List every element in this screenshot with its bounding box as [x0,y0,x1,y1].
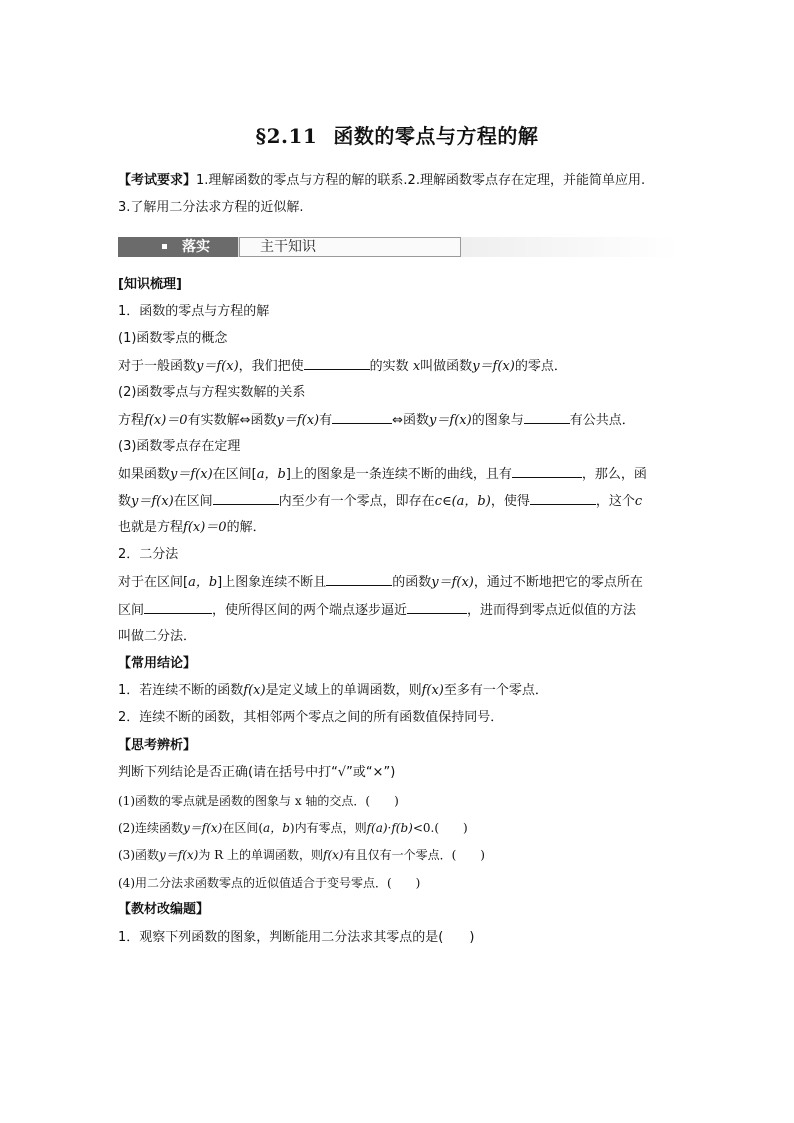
section-banner [118,237,678,257]
knowledge-sub-3: (3)函数零点存在定理 [118,439,241,454]
knowledge-heading-1: 1．函数的零点与方程的解 [118,304,270,319]
exam-tag: 【考试要求】 [118,173,197,188]
page-title [0,120,794,149]
knowledge-line-1: 对于一般函数y＝f(x)，我们把使 的实数 x叫做函数y＝f(x)的零点． [118,359,567,374]
fill-blank[interactable] [332,411,392,424]
knowledge-line-4: 数y＝f(x)在区间 内至少有一个零点，即存在c∈(a，b)，使得 ，这个c [118,494,643,509]
think-tag: 【思考辨析】 [118,738,197,753]
think-intro: 判断下列结论是否正确(请在括号中打“√”或“×”) [118,765,396,780]
exam-text-1: 1.理解函数的零点与方程的解的联系.2.理解函数零点存在定理，并能简单应用. [196,173,646,188]
fill-blank[interactable] [524,411,570,424]
fill-blank[interactable] [530,492,596,505]
knowledge-line-6: 对于在区间[a，b]上图象连续不断且 的函数y＝f(x)，通过不断地把它的零点所在 [118,575,643,590]
section-number: §2.11 [255,124,318,148]
think-q3: (3)函数y＝f(x)为 R 上的单调函数，则f(x)有且仅有一个零点．( ) [118,848,485,862]
banner-label-left: 落实 [182,239,210,255]
banner-label-right: 主干知识 [260,239,316,255]
knowledge-sub-1: (1)函数零点的概念 [118,331,228,346]
exam-requirements-line1 [118,172,678,190]
knowledge-line-7: 区间 ，使所得区间的两个端点逐步逼近 ，进而得到零点近似值的方法 [118,603,637,618]
bullet-icon [162,244,167,249]
textbook-tag: 【教材改编题】 [118,902,210,917]
textbook-q1: 1．观察下列函数的图象，判断能用二分法求其零点的是( ) [118,930,475,945]
fill-blank[interactable] [407,601,467,614]
think-q2: (2)连续函数y＝f(x)在区间(a，b)内有零点，则f(a)·f(b)<0.( ) [118,821,468,835]
common-tag: 【常用结论】 [118,656,197,671]
exam-requirements-line2 [118,199,678,217]
common-line-1: 1．若连续不断的函数f(x)是定义域上的单调函数，则f(x)至多有一个零点． [118,683,548,698]
common-line-2: 2．连续不断的函数，其相邻两个零点之间的所有函数值保持同号． [118,710,504,725]
exam-text-2: 3.了解用二分法求方程的近似解. [118,200,304,215]
think-q4: (4)用二分法求函数零点的近似值适合于变号零点．( ) [118,876,421,890]
think-q1: (1)函数的零点就是函数的图象与 x 轴的交点．( ) [118,794,399,808]
knowledge-tag: [知识梳理] [118,277,182,292]
knowledge-heading-2: 2．二分法 [118,547,179,562]
knowledge-line-5: 也就是方程f(x)＝0的解． [118,520,266,535]
fill-blank[interactable] [512,465,582,478]
knowledge-sub-2: (2)函数零点与方程实数解的关系 [118,385,306,400]
section-title: 函数的零点与方程的解 [333,124,539,148]
knowledge-line-3: 如果函数y＝f(x)在区间[a，b]上的图象是一条连续不断的曲线，且有 ，那么，函 [118,467,647,482]
fill-blank[interactable] [144,601,212,614]
fill-blank[interactable] [326,573,392,586]
knowledge-line-8: 叫做二分法． [118,629,197,644]
knowledge-line-2: 方程f(x)＝0有实数解⇔函数y＝f(x)有 ⇔函数y＝f(x)的图象与 有公共点． [118,413,635,428]
fill-blank[interactable] [213,492,279,505]
fill-blank[interactable] [304,357,370,370]
